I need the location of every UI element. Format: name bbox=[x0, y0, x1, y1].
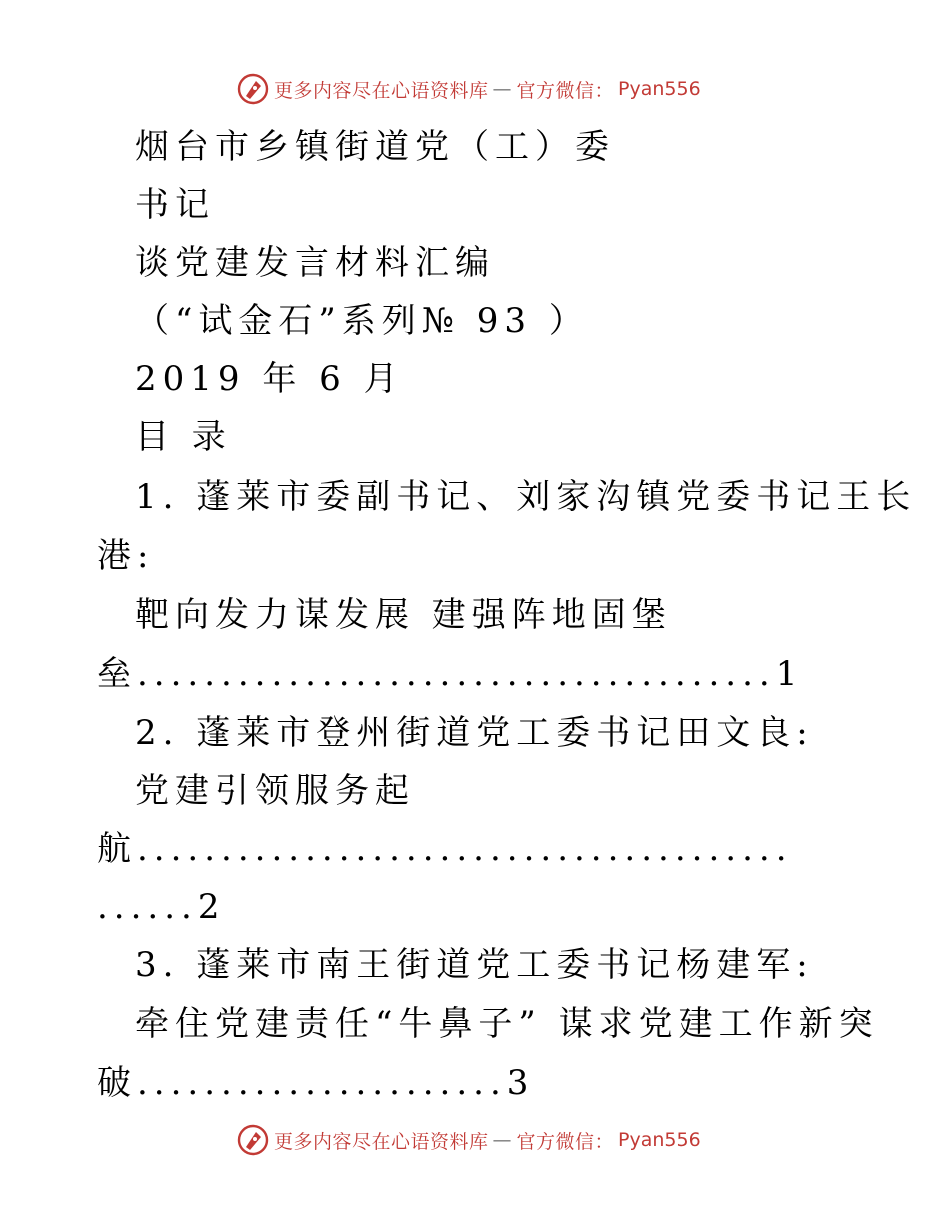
toc-entry-2-author: 2. 蓬莱市登州街道党工委书记田文良: bbox=[135, 713, 814, 753]
toc-entry-2-leader-cont: ......2 bbox=[97, 887, 226, 927]
series-number: （“试金石”系列№ 93 ） bbox=[135, 301, 589, 341]
watermark-text: 更多内容尽在心语资料库 bbox=[274, 1130, 489, 1153]
toc-entry-3-leader: 破......................3 bbox=[97, 1063, 535, 1103]
toc-entry-2-title: 党建引领服务起 bbox=[135, 771, 415, 811]
toc-entry-1-author: 1. 蓬莱市委副书记、刘家沟镇党委书记王长 bbox=[135, 477, 917, 517]
toc-entry-2-leader: 航....................................... bbox=[97, 829, 793, 869]
watermark-wechat-id: Pyan556 bbox=[618, 78, 701, 100]
toc-entry-1-author-cont: 港: bbox=[97, 536, 155, 576]
toc-entry-3-author: 3. 蓬莱市南王街道党工委书记杨建军: bbox=[135, 945, 814, 985]
watermark-wechat-label: 官方微信： bbox=[516, 79, 615, 102]
watermark-separator: — bbox=[492, 1129, 513, 1151]
publish-date: 2019 年 6 月 bbox=[135, 359, 404, 399]
watermark-header bbox=[236, 72, 701, 106]
cover-title-line-2: 书记 bbox=[135, 185, 215, 225]
watermark-wechat-id: Pyan556 bbox=[618, 1129, 701, 1151]
toc-entry-1-title: 靶向发力谋发展 建强阵地固堡 bbox=[135, 595, 672, 635]
pen-nib-logo-icon bbox=[236, 1123, 270, 1157]
watermark-text: 更多内容尽在心语资料库 bbox=[274, 79, 489, 102]
pen-nib-logo-icon bbox=[236, 72, 270, 106]
watermark-separator: — bbox=[492, 78, 513, 100]
watermark-footer bbox=[236, 1123, 701, 1157]
toc-entry-1-leader: 垒......................................1 bbox=[97, 654, 804, 694]
cover-title-line-3: 谈党建发言材料汇编 bbox=[135, 243, 495, 283]
toc-entry-3-title: 牵住党建责任“牛鼻子” 谋求党建工作新突 bbox=[135, 1004, 879, 1044]
cover-title-line-1: 烟台市乡镇街道党（工）委 bbox=[135, 127, 615, 167]
watermark-wechat-label: 官方微信： bbox=[516, 1130, 615, 1153]
toc-heading: 目 录 bbox=[135, 417, 232, 457]
